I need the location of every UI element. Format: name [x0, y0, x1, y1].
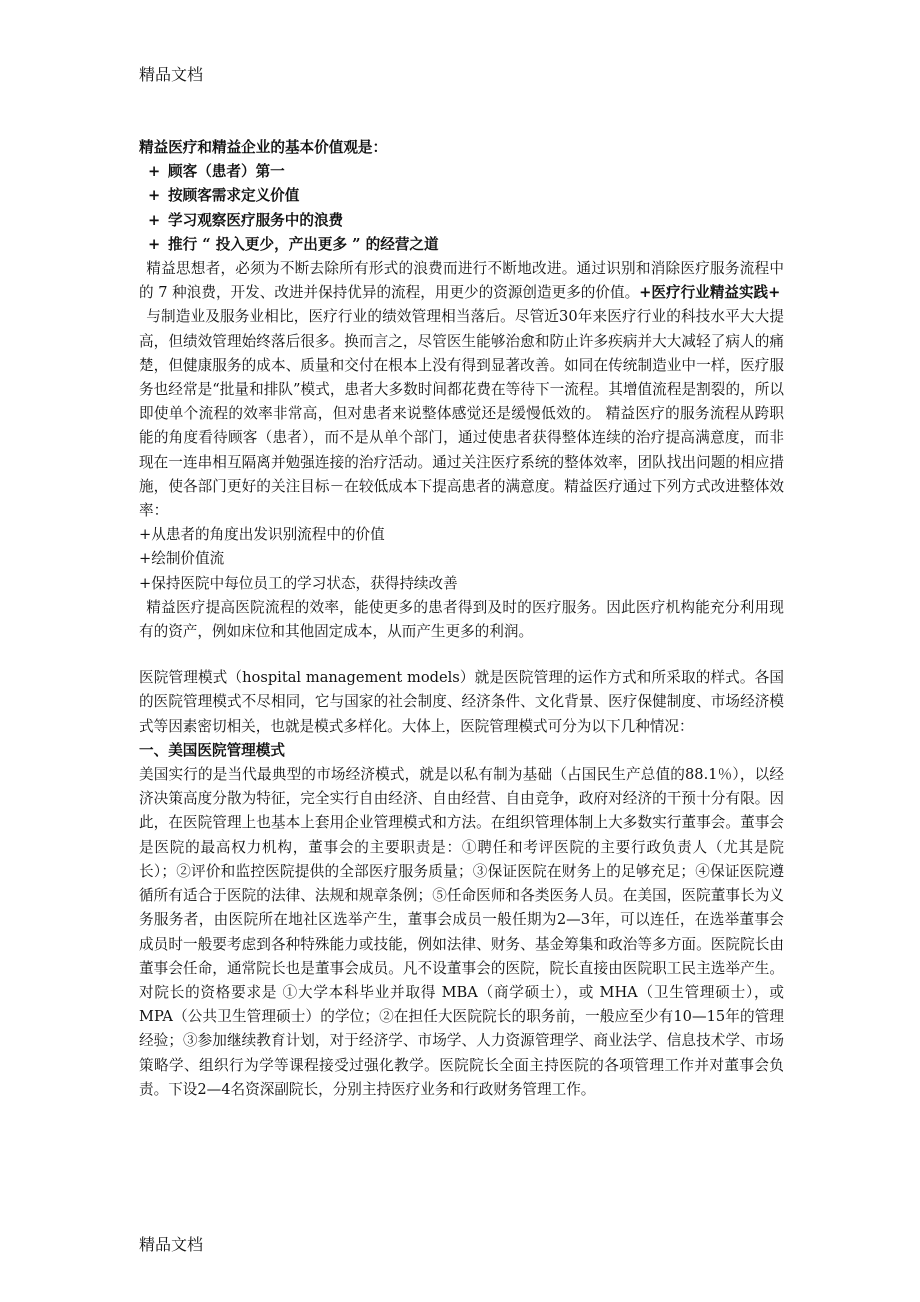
paragraph: 与制造业及服务业相比，医疗行业的绩效管理相当落后。尽管近30年来医疗行业的科技水平大大提高，但绩效管理始终落后很多。换而言之，尽管医生能够治愈和防止许多疾病并大大减轻了病人的痛楚，但健康服务的成本、质量和交付在根本上没有得到显著改善。如同在传统制造业中一样，医疗服务也经常是“批量和排队”模式，患者大多数时间都花费在等待下一流程。其增值流程是割裂的，所以即使单个流程的效率非常高，但对患者来说整体感觉还是缓慢低效的。 精益医疗的服务流程从跨职能的角度看待顾客（患者），而不是从单个部门，通过使患者获得整体连续的治疗提高满意度，而非现在一连串相互隔离并勉强连接的治疗活动。通过关注医疗系统的整体效率，团队找出问题的相应措施，使各部门更好的关注目标－在较低成本下提高患者的满意度。精益医疗通过下列方式改进整体效率： [139, 308, 784, 520]
list-item: +绘制价值流 [139, 550, 225, 568]
bold-inline-heading: +医疗行业精益实践+ [639, 284, 781, 302]
plus-icon: + [148, 211, 161, 229]
spacer [139, 644, 784, 666]
plus-icon: + [148, 187, 161, 205]
paragraph: 美国实行的是当代最典型的市场经济模式，就是以私有制为基础（占国民生产总值的88.1％），以经济决策高度分散为特征，完全实行自由经济、自由经营、自由竞争，政府对经济的干预十分有限。因此，在医院管理上也基本上套用企业管理模式和方法。在组织管理体制上大多数实行董事会。董事会是医院的最高权力机构，董事会的主要职责是：①聘任和考评医院的主要行政负责人（尤其是院长）；②评价和监控医院提供的全部医疗服务质量；③保证医院在财务上的足够充足；④保证医院遵循所有适合于医院的法律、法规和规章条例；⑤任命医师和各类医务人员。在美国，医院董事长为义务服务者，由医院所在地社区选举产生，董事会成员一般任期为2—3年，可以连任，在选举董事会成员时一般要考虑到各种特殊能力或技能，例如法律、财务、基金筹集和政治等多方面。医院院长由董事会任命，通常院长也是董事会成员。凡不设董事会的医院，院长直接由医院职工民主选举产生。对院长的资格要求是 ①大学本科毕业并取得 MBA（商学硕士），或 MHA（卫生管理硕士），或 MPA（公共卫生管理硕士）的学位；②在担任大医院院长的职务前，一般应至少有10—15年的管理经验；③参加继续教育计划，对于经济学、市场学、人力资源管理学、商业法学、信息技术学、市场策略学、组织行为学等课程接受过强化教学。医院院长全面主持医院的各项管理工作并对董事会负责。下设2—4名资深副院长，分别主持医疗业务和行政财务管理工作。 [139, 766, 784, 1098]
list-item: +从患者的角度出发识别流程中的价值 [139, 526, 385, 544]
paragraph: 精益医疗提高医院流程的效率，能使更多的患者得到及时的医疗服务。因此医疗机构能充分利用现有的资产，例如床位和其他固定成本，从而产生更多的利润。 [139, 598, 784, 641]
list-item: + 顾客（患者）第一 [139, 160, 784, 184]
section-heading: 一、美国医院管理模式 [139, 741, 285, 759]
list-item: + 推行 “ 投入更少，产出更多 ” 的经营之道 [139, 233, 784, 257]
page-footer: 精品文档 [139, 1235, 204, 1254]
page-header: 精品文档 [139, 65, 204, 84]
list-item: +保持医院中每位员工的学习状态，获得持续改善 [139, 574, 458, 592]
values-list [139, 160, 784, 257]
plus-icon: + [148, 163, 161, 181]
document-body [139, 136, 784, 1102]
section-title: 精益医疗和精益企业的基本价值观是： [139, 139, 388, 156]
paragraph: 精益思想者，必须为不断去除所有形式的浪费而进行不断地改进。通过识别和消除医疗服务流程中的 7 种浪费，开发、改进并保持优异的流程，用更少的资源创造更多的价值。+医疗行业精益实践+ [139, 260, 784, 302]
list-item: + 学习观察医疗服务中的浪费 [139, 209, 784, 233]
paragraph: 医院管理模式（hospital management models）就是医院管理的运作方式和所采取的样式。各国的医院管理模式不尽相同，它与国家的社会制度、经济条件、文化背景、医疗保健制度、市场经济模式等因素密切相关，也就是模式多样化。大体上，医院管理模式可分为以下几种情况： [139, 669, 784, 735]
plus-icon: + [148, 235, 161, 253]
list-item: + 按顾客需求定义价值 [139, 184, 784, 208]
